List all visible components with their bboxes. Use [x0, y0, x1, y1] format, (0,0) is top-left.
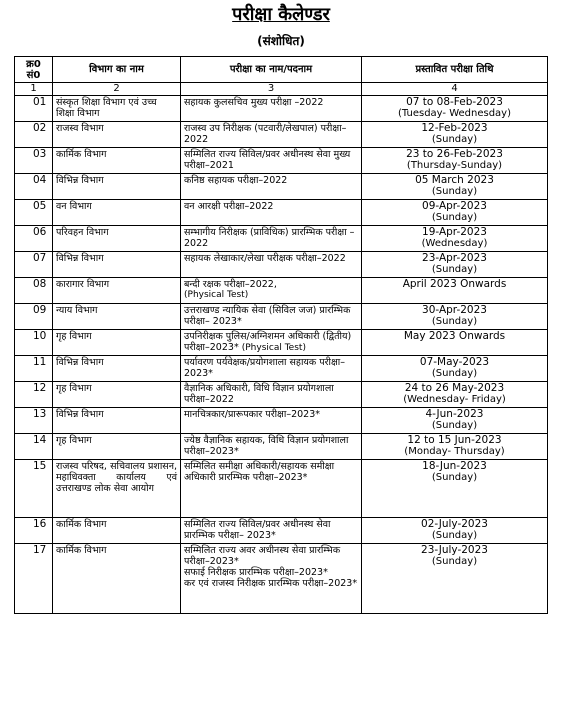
page-subtitle: (संशोधित)	[257, 34, 305, 48]
exam-date-cell	[362, 434, 548, 460]
exam-name: सफाई निरीक्षक प्रारम्भिक परीक्षा–2023*	[184, 567, 328, 578]
exam-date: 30-Apr-2023	[422, 304, 487, 316]
exam-date: April 2023 Onwards	[402, 278, 507, 290]
exam-day: (Sunday)	[431, 134, 478, 145]
department-name: गृह विभाग	[53, 434, 181, 460]
table-row	[15, 200, 548, 226]
exam-date: 23-July-2023	[421, 544, 488, 556]
table-row	[15, 226, 548, 252]
table-row	[15, 356, 548, 382]
exam-date-cell	[362, 122, 548, 148]
department-name: कार्मिक विभाग	[53, 544, 181, 614]
serial-number: 17	[15, 544, 53, 614]
exam-date: 23 to 26-Feb-2023	[406, 148, 503, 160]
department-name: परिवहन विभाग	[53, 226, 181, 252]
exam-date: 07-May-2023	[419, 356, 490, 368]
exam-date-cell	[362, 330, 548, 356]
exam-date-cell	[362, 460, 548, 518]
exam-date-cell	[362, 382, 548, 408]
department-name: राजस्व विभाग	[53, 122, 181, 148]
department-name: वन विभाग	[53, 200, 181, 226]
exam-name: पर्यावरण पर्यवेक्षक/प्रयोगशाला सहायक परीक्षा–2023*	[181, 356, 362, 382]
exam-name: कर एवं राजस्व निरीक्षक प्रारम्भिक परीक्षा–2023*	[184, 578, 358, 589]
exam-name: सम्मिलित राज्य अवर अधीनस्थ सेवा प्रारम्भिक परीक्षा–2023*	[184, 545, 341, 567]
exam-name-cell	[181, 544, 362, 614]
exam-date-cell	[362, 408, 548, 434]
exam-date: 07 to 08-Feb-2023	[406, 96, 503, 108]
exam-date: 02-July-2023	[421, 518, 488, 530]
serial-number: 11	[15, 356, 53, 382]
exam-note: (Physical Test)	[184, 290, 249, 300]
exam-date-cell	[362, 356, 548, 382]
exam-name: उत्तराखण्ड न्यायिक सेवा (सिविल जज) प्रारम्भिक परीक्षा– 2023*	[181, 304, 362, 330]
table-header-row	[15, 57, 548, 83]
exam-name-cell	[181, 330, 362, 356]
table-row	[15, 252, 548, 278]
exam-date-cell	[362, 96, 548, 122]
department-name: विभिन्न विभाग	[53, 408, 181, 434]
serial-number: 07	[15, 252, 53, 278]
exam-day: (Sunday)	[431, 264, 478, 275]
exam-name: सहायक कुलसचिव मुख्य परीक्षा –2022	[181, 96, 362, 122]
exam-day: (Sunday)	[431, 368, 478, 379]
table-row	[15, 518, 548, 544]
department-name: संस्कृत शिक्षा विभाग एवं उच्च शिक्षा विभाग	[53, 96, 181, 122]
table-row	[15, 382, 548, 408]
exam-date: 24 to 26 May-2023	[404, 382, 505, 394]
department-name: विभिन्न विभाग	[53, 174, 181, 200]
exam-day: (Sunday)	[431, 212, 478, 223]
serial-number: 16	[15, 518, 53, 544]
exam-date-cell	[362, 304, 548, 330]
exam-name: सम्भागीय निरीक्षक (प्राविधिक) प्रारम्भिक परीक्षा –2022	[181, 226, 362, 252]
exam-date: May 2023 Onwards	[403, 330, 506, 342]
exam-date: 05 March 2023	[415, 174, 494, 186]
serial-number: 08	[15, 278, 53, 304]
serial-number: 09	[15, 304, 53, 330]
exam-name: कनिष्ठ सहायक परीक्षा–2022	[181, 174, 362, 200]
department-name: गृह विभाग	[53, 330, 181, 356]
exam-date: 18-Jun-2023	[422, 460, 487, 472]
table-row	[15, 122, 548, 148]
exam-note: (Physical Test)	[241, 343, 306, 353]
exam-day: (Sunday)	[431, 472, 478, 483]
exam-date: 23-Apr-2023	[422, 252, 487, 264]
exam-date-cell	[362, 174, 548, 200]
exam-name: राजस्व उप निरीक्षक (पटवारी/लेखपाल) परीक्षा–2022	[181, 122, 362, 148]
exam-day: (Sunday)	[431, 186, 478, 197]
exam-day: (Sunday)	[431, 316, 478, 327]
exam-day: (Wednesday- Friday)	[403, 394, 506, 405]
exam-name: मानचित्रकार/प्रारूपकार परीक्षा–2023*	[181, 408, 362, 434]
department-name: विभिन्न विभाग	[53, 252, 181, 278]
column-number-row	[15, 83, 548, 96]
exam-date: 12 to 15 Jun-2023	[407, 434, 502, 446]
table-row	[15, 96, 548, 122]
department-name: न्याय विभाग	[53, 304, 181, 330]
table-row	[15, 174, 548, 200]
table-row	[15, 544, 548, 614]
exam-date: 12-Feb-2023	[421, 122, 488, 134]
exam-day: (Sunday)	[431, 556, 478, 567]
column-number: 4	[362, 83, 548, 96]
table-row	[15, 434, 548, 460]
department-name: विभिन्न विभाग	[53, 356, 181, 382]
table-row	[15, 278, 548, 304]
header-department: विभाग का नाम	[53, 57, 181, 83]
exam-day: (Wednesday)	[421, 238, 488, 249]
exam-day: (Thursday-Sunday)	[406, 160, 503, 171]
serial-number: 04	[15, 174, 53, 200]
department-name: कार्मिक विभाग	[53, 148, 181, 174]
serial-number: 10	[15, 330, 53, 356]
exam-date: 19-Apr-2023	[422, 226, 487, 238]
table-row	[15, 304, 548, 330]
serial-number: 13	[15, 408, 53, 434]
column-number: 2	[53, 83, 181, 96]
exam-calendar-table	[14, 56, 548, 614]
page-title: परीक्षा कैलेण्डर	[232, 4, 330, 25]
exam-date-cell	[362, 226, 548, 252]
serial-number: 12	[15, 382, 53, 408]
column-number: 1	[15, 83, 53, 96]
serial-number: 03	[15, 148, 53, 174]
department-name: कारागार विभाग	[53, 278, 181, 304]
exam-name: बन्दी रक्षक परीक्षा–2022,	[184, 279, 277, 290]
exam-name: सम्मिलित राज्य सिविल/प्रवर अधीनस्थ सेवा मुख्य परीक्षा–2021	[181, 148, 362, 174]
exam-date-cell	[362, 278, 548, 304]
exam-name: उपनिरीक्षक पुलिस/अग्निशमन अधिकारी (द्वितीय) परीक्षा–2023*	[184, 331, 352, 353]
exam-day: (Sunday)	[431, 530, 478, 541]
exam-date-cell	[362, 518, 548, 544]
serial-number: 15	[15, 460, 53, 518]
department-name: राजस्व परिषद, सचिवालय प्रशासन, महाधिवक्ता कार्यालय एवं उत्तराखण्ड लोक सेवा आयोग	[53, 460, 181, 518]
exam-date: 4-Jun-2023	[425, 408, 484, 420]
table-row	[15, 148, 548, 174]
table-row	[15, 330, 548, 356]
exam-name-cell	[181, 278, 362, 304]
exam-date-cell	[362, 544, 548, 614]
exam-name: वैज्ञानिक अधिकारी, विधि विज्ञान प्रयोगशाला परीक्षा–2022	[181, 382, 362, 408]
exam-date-cell	[362, 148, 548, 174]
exam-name: सम्मिलित समीक्षा अधिकारी/सहायक समीक्षा अधिकारी प्रारम्भिक परीक्षा–2023*	[181, 460, 362, 518]
exam-date-cell	[362, 252, 548, 278]
exam-name: ज्येष्ठ वैज्ञानिक सहायक, विधि विज्ञान प्रयोगशाला परीक्षा–2023*	[181, 434, 362, 460]
exam-name: सम्मिलित राज्य सिविल/प्रवर अधीनस्थ सेवा प्रारम्भिक परीक्षा– 2023*	[181, 518, 362, 544]
exam-day: (Sunday)	[431, 420, 478, 431]
column-number: 3	[181, 83, 362, 96]
table-row	[15, 408, 548, 434]
table-row	[15, 460, 548, 518]
exam-name: वन आरक्षी परीक्षा–2022	[181, 200, 362, 226]
serial-number: 05	[15, 200, 53, 226]
serial-number: 06	[15, 226, 53, 252]
exam-day: (Monday- Thursday)	[404, 446, 505, 457]
department-name: गृह विभाग	[53, 382, 181, 408]
serial-number: 14	[15, 434, 53, 460]
header-serial: क्र0 सं0	[15, 57, 53, 83]
header-proposed-date: प्रस्तावित परीक्षा तिथि	[362, 57, 548, 83]
exam-name: सहायक लेखाकार/लेखा परीक्षक परीक्षा–2022	[181, 252, 362, 278]
exam-date: 09-Apr-2023	[422, 200, 487, 212]
serial-number: 02	[15, 122, 53, 148]
exam-day: (Tuesday- Wednesday)	[398, 108, 511, 119]
header-exam-name: परीक्षा का नाम/पदनाम	[181, 57, 362, 83]
exam-date-cell	[362, 200, 548, 226]
department-name: कार्मिक विभाग	[53, 518, 181, 544]
serial-number: 01	[15, 96, 53, 122]
